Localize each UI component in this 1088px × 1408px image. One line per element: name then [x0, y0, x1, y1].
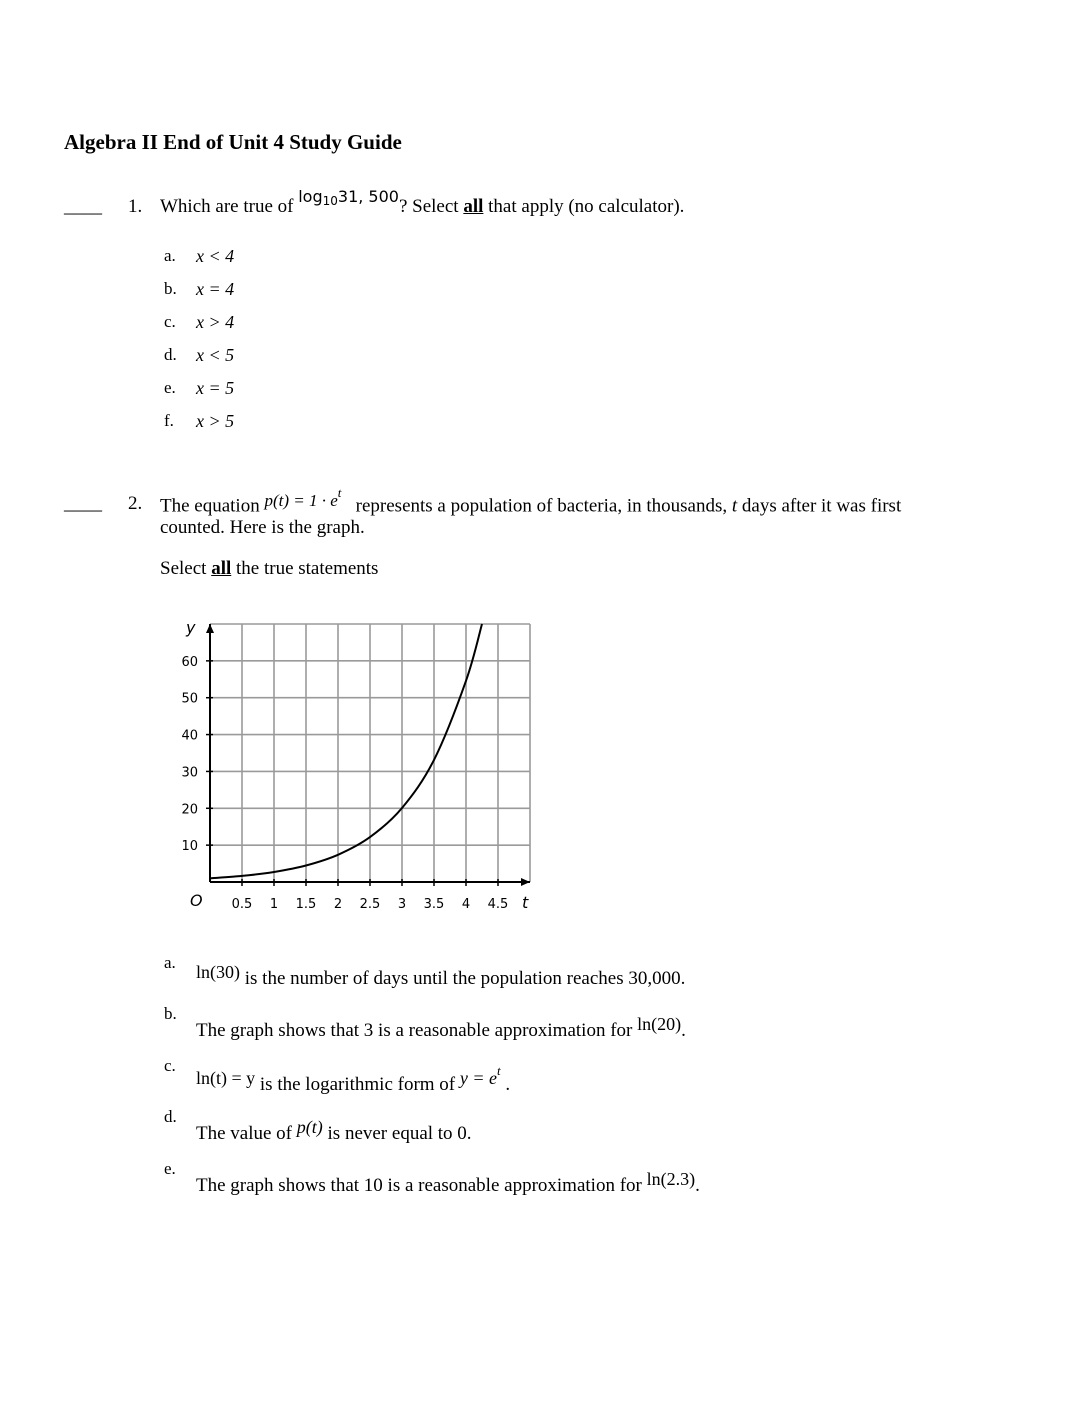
q2-option-letter: b. [164, 1004, 177, 1023]
origin-label: O [190, 891, 203, 910]
q1-option-expr: x < 5 [196, 345, 235, 365]
q2-intro-after: represents a population of bacteria, in thousands, [355, 495, 728, 517]
x-tick-label: 4.5 [487, 897, 509, 912]
y-tick-label: 30 [181, 765, 198, 781]
q2-option-e-math: ln(2.3) [646, 1169, 696, 1189]
q1-option-letter: c. [164, 312, 176, 331]
q1-log-sub: 10 [322, 194, 338, 208]
q1-text-q: ? Select [398, 196, 459, 217]
q1-option-letter: e. [164, 378, 176, 397]
q2-option-letter: a. [164, 953, 176, 972]
q2-select-after: the true statements [236, 558, 379, 579]
y-axis-arrow [206, 624, 214, 633]
q2-t-variable: t [731, 495, 738, 517]
question-2-select-line [160, 558, 378, 580]
q2-option-d-math: p(t) [296, 1117, 323, 1137]
chart-axes [206, 624, 530, 886]
x-tick-label: 2.5 [359, 897, 381, 912]
q2-select-emphasis: all [211, 558, 232, 579]
q2-option-c-math: ln(t) = y [196, 1068, 256, 1088]
q2-equation [264, 485, 342, 510]
q1-option-letter: f. [164, 411, 174, 430]
q2-option-a-text: is the number of days until the population reaches 30,000. [240, 968, 686, 989]
answer-blank-q1[interactable]: ____ [64, 196, 102, 217]
y-tick-label: 20 [181, 802, 198, 818]
q1-emphasis: all [463, 196, 484, 217]
question-2-line-2: counted. Here is the graph. [160, 517, 365, 538]
q1-option-expr: x = 5 [196, 378, 235, 398]
chart-x-ticks [232, 879, 509, 912]
x-tick-label: 3 [397, 897, 407, 912]
q2-intro-before: The equation [160, 495, 260, 517]
y-tick-label: 40 [181, 728, 198, 744]
exponential-graph [170, 612, 540, 922]
q1-text-after: that apply (no calculator). [488, 196, 685, 217]
q2-equation-exp: t [337, 485, 342, 500]
chart-y-ticks [181, 655, 213, 854]
chart-grid-vertical [242, 624, 530, 882]
question-number-1: 1. [128, 196, 143, 217]
q2-option-e-text: The graph shows that 10 is a reasonable approximation for [196, 1175, 647, 1196]
x-axis-label: t [522, 893, 529, 912]
y-tick-label: 50 [181, 691, 198, 707]
q2-option-c [196, 1063, 511, 1096]
q2-equation-base: p(t) = 1 · e [264, 490, 338, 510]
q1-option-expr: x > 4 [196, 312, 235, 332]
q2-option-d-text2: is never equal to 0. [322, 1123, 472, 1144]
x-axis-arrow [521, 878, 530, 886]
x-tick-label: 4 [461, 897, 471, 912]
q1-option-letter: a. [164, 246, 176, 265]
q1-log-expression [298, 187, 399, 206]
y-tick-label: 60 [181, 654, 198, 670]
q2-option-c-math2-exp: t [497, 1063, 501, 1078]
q2-option-c-text: is the logarithmic form of [255, 1074, 460, 1095]
q2-option-d [196, 1117, 472, 1145]
x-tick-label: 1 [269, 897, 279, 912]
q1-text-before: Which are true of [160, 196, 294, 217]
q1-option-expr: x < 4 [196, 246, 235, 266]
q1-option-letter: b. [164, 279, 177, 298]
q1-option-expr: x > 5 [196, 411, 235, 431]
q2-option-b-end: . [681, 1020, 686, 1041]
question-1-text [160, 187, 685, 218]
q2-option-b [196, 1014, 686, 1042]
q1-option-letter: d. [164, 345, 177, 364]
q2-option-e-end: . [695, 1175, 700, 1196]
x-tick-label: 1.5 [295, 897, 317, 912]
q1-log: log [298, 187, 323, 206]
q1-option-expr: x = 4 [196, 279, 235, 299]
x-tick-label: 3.5 [423, 897, 445, 912]
y-axis-label: y [186, 618, 196, 637]
series-line-exponential [210, 624, 482, 878]
chart-series [210, 624, 482, 878]
answer-blank-q2[interactable]: ____ [64, 493, 102, 514]
question-2-line-1 [160, 485, 902, 518]
x-tick-label: 0.5 [231, 897, 253, 912]
q2-option-b-text: The graph shows that 3 is a reasonable approximation for [196, 1020, 638, 1041]
x-tick-label: 2 [333, 897, 343, 912]
q2-option-d-text: The value of [196, 1123, 297, 1144]
q2-option-a-math: ln(30) [196, 962, 240, 982]
y-tick-label: 10 [181, 839, 198, 855]
q1-log-arg: 31, 500 [337, 187, 399, 206]
q2-option-c-math2 [459, 1063, 501, 1088]
q2-option-letter: e. [164, 1159, 176, 1178]
q2-option-letter: d. [164, 1107, 177, 1126]
q2-option-c-math2-base: y = e [459, 1068, 498, 1088]
q2-option-b-math: ln(20) [637, 1014, 682, 1034]
q2-option-e [196, 1169, 700, 1197]
q2-option-c-end: . [505, 1074, 511, 1095]
q2-intro-after-2: days after it was first [741, 495, 902, 517]
q2-option-letter: c. [164, 1056, 176, 1075]
question-number-2: 2. [128, 493, 143, 514]
q2-select-before: Select [160, 558, 207, 579]
q2-option-a [196, 962, 686, 990]
page-title: Algebra II End of Unit 4 Study Guide [64, 130, 402, 154]
